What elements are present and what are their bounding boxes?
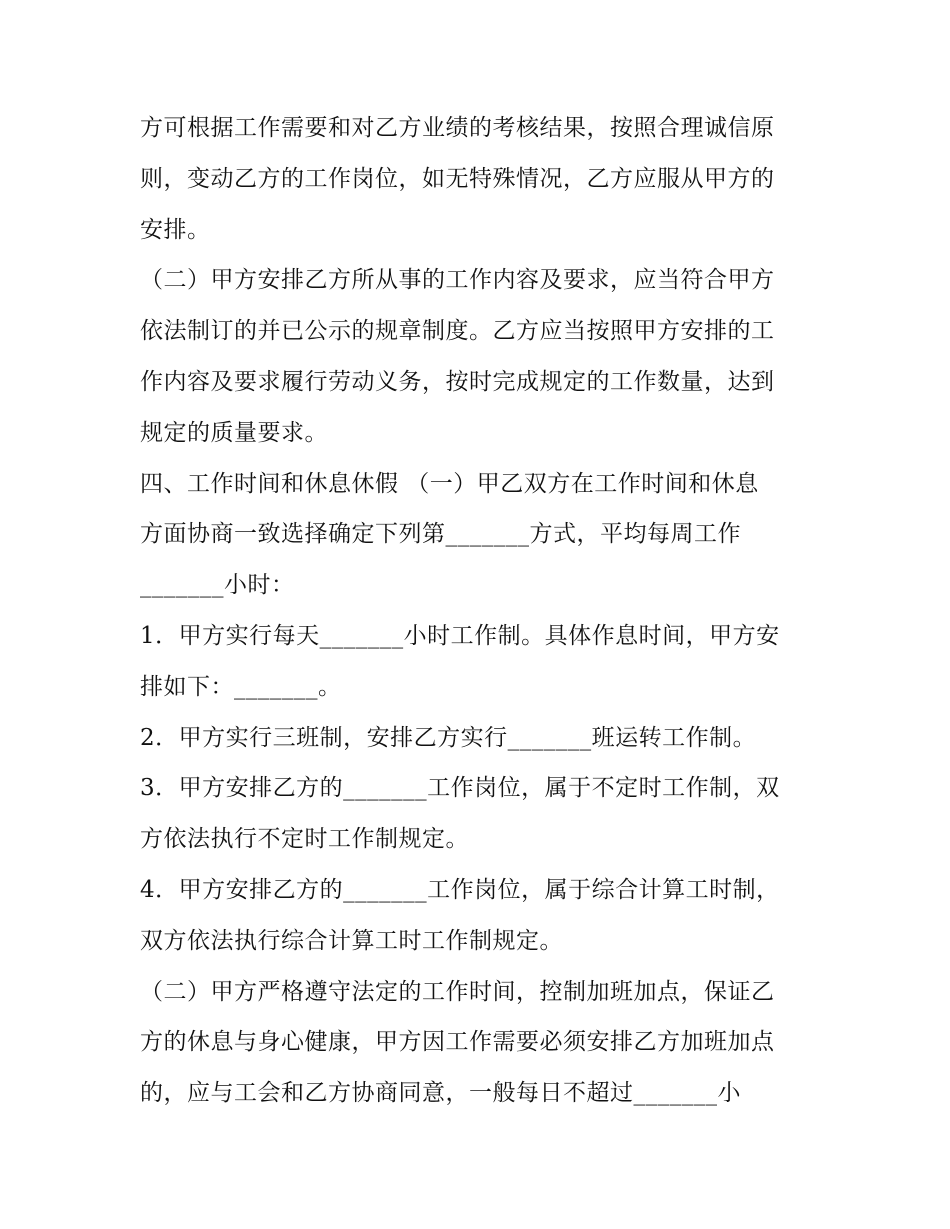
text-line: 规定的质量要求。 bbox=[140, 419, 328, 446]
contract-text bbox=[140, 103, 820, 1119]
text-line: （二）甲方安排乙方所从事的工作内容及要求，应当符合甲方 bbox=[140, 267, 775, 294]
text-line: 方面协商一致选择确定下列第_______方式，平均每周工作 bbox=[140, 521, 741, 548]
text-line: 方的休息与身心健康，甲方因工作需要必须安排乙方加班加点 bbox=[140, 1029, 775, 1056]
text-line: _______小时： bbox=[140, 572, 295, 599]
list-item: 1．甲方实行每天_______小时工作制。具体作息时间，甲方安 bbox=[140, 622, 780, 649]
section-heading: 四、工作时间和休息休假 （一）甲乙双方在工作时间和休息 bbox=[140, 470, 759, 497]
text-line: （二）甲方严格遵守法定的工作时间，控制加班加点，保证乙 bbox=[140, 978, 775, 1005]
text-line: 方可根据工作需要和对乙方业绩的考核结果，按照合理诚信原 bbox=[140, 115, 775, 141]
text-line: 的，应与工会和乙方协商同意，一般每日不超过_______小 bbox=[140, 1080, 741, 1107]
text-line: 排如下：_______。 bbox=[140, 673, 342, 700]
text-line: 双方依法执行综合计算工时工作制规定。 bbox=[140, 927, 563, 954]
list-item: 3．甲方安排乙方的_______工作岗位，属于不定时工作制，双 bbox=[140, 775, 780, 802]
text-line: 安排。 bbox=[140, 216, 211, 243]
list-item: 2．甲方实行三班制，安排乙方实行_______班运转工作制。 bbox=[140, 724, 757, 751]
text-line: 方依法执行不定时工作制规定。 bbox=[140, 826, 469, 853]
text-line: 作内容及要求履行劳动义务，按时完成规定的工作数量，达到 bbox=[140, 368, 775, 395]
list-item: 4．甲方安排乙方的_______工作岗位，属于综合计算工时制， bbox=[140, 876, 780, 903]
text-line: 依法制订的并已公示的规章制度。乙方应当按照甲方安排的工 bbox=[140, 318, 775, 345]
text-line: 则，变动乙方的工作岗位，如无特殊情况，乙方应服从甲方的 bbox=[140, 165, 775, 192]
